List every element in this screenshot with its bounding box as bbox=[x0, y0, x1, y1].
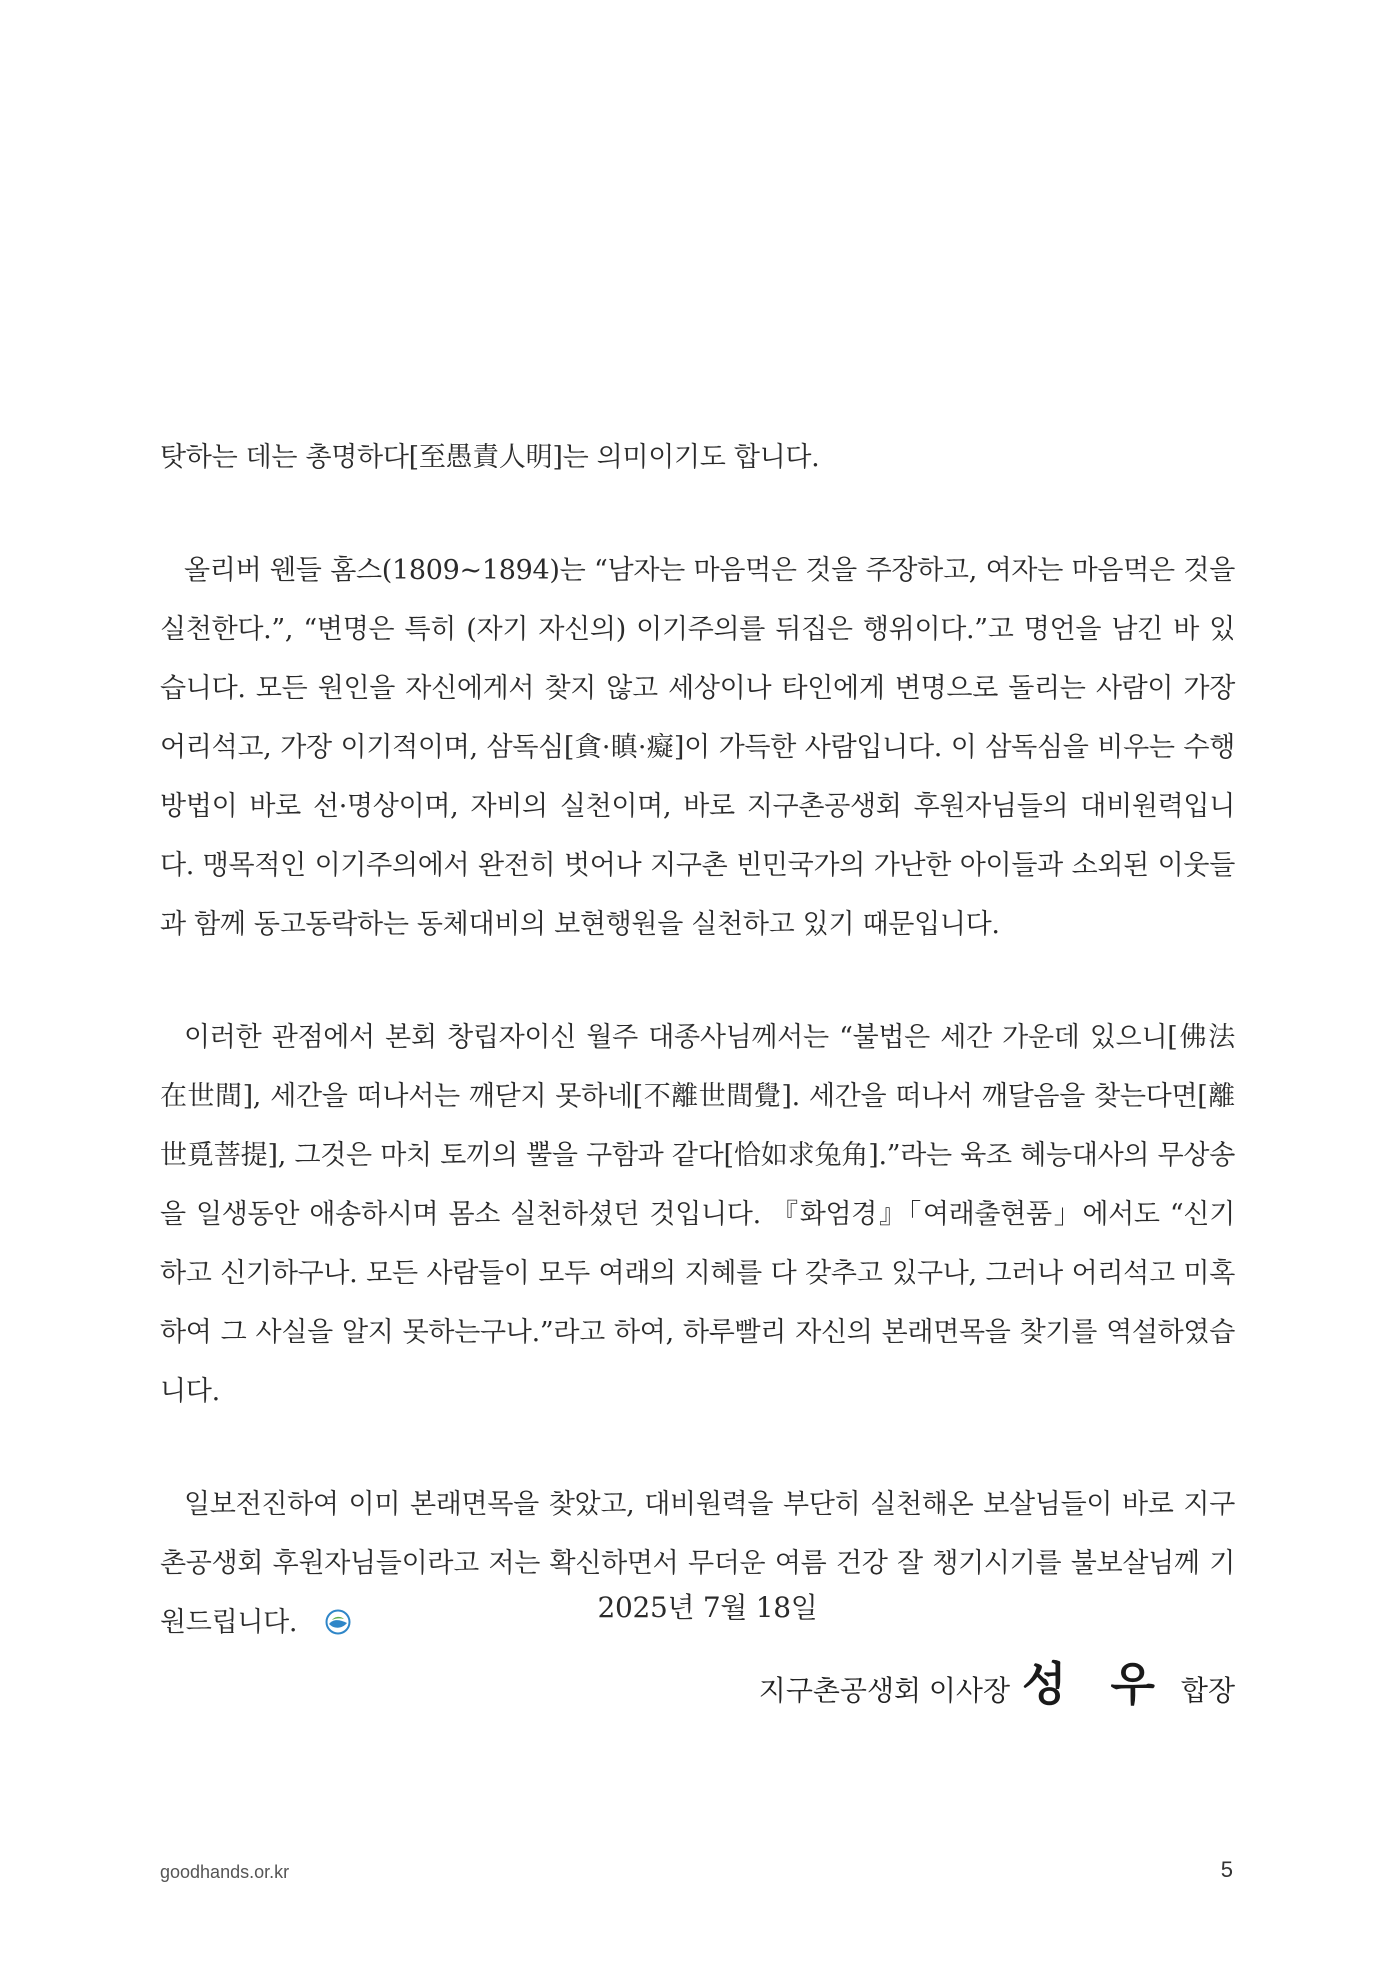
letter-body bbox=[160, 428, 1235, 1652]
paragraph-gap bbox=[160, 487, 1235, 541]
paragraph-gap bbox=[160, 1421, 1235, 1475]
page-number: 5 bbox=[1220, 1857, 1233, 1882]
signer-salutation: 합장 bbox=[1180, 1675, 1235, 1706]
paragraph-gap bbox=[160, 954, 1235, 1008]
paragraph-4-text: 일보전진하여 이미 본래면목을 찾았고, 대비원력을 부단히 실천해온 보살님들이 바로 지구촌공생회 후원자님들이라고 저는 확신하면서 무더운 여름 건강 잘 챙기시기를 불보살님께 기원드립니다. bbox=[160, 1489, 1235, 1638]
footer-url: goodhands.or.kr bbox=[160, 1862, 290, 1882]
signer-title: 지구촌공생회 이사장 bbox=[758, 1675, 1010, 1706]
signature-block bbox=[759, 1648, 1235, 1714]
paragraph-1: 탓하는 데는 총명하다[至愚責人明]는 의미이기도 합니다. bbox=[160, 442, 820, 473]
paragraph-3: 이러한 관점에서 본회 창립자이신 월주 대종사님께서는 “불법은 세간 가운데 있으니[佛法在世間], 세간을 떠나서는 깨닫지 못하네[不離世間覺]. 세간을 떠나서 깨달음을 찾는다면[離世覓菩提], 그것은 마치 토끼의 뿔을 구함과 같다[恰如求兔角].”라는 육조 혜능대사의 무상송을 일생동안 애송하시며 몸소 실천하셨던 것입니다. 『화엄경』「여래출현품」에서도 “신기하고 신기하구나. 모든 사람들이 모두 여래의 지혜를 다 갖추고 있구나, 그러나 어리석고 미혹하여 그 사실을 알지 못하는구나.”라고 하여, 하루빨리 자신의 본래면목을 찾기를 역설하였습니다. bbox=[160, 1022, 1235, 1407]
signer-name: 성 우 bbox=[1022, 1657, 1169, 1711]
paragraph-2: 올리버 웬들 홈스(1809~1894)는 “남자는 마음먹은 것을 주장하고, 여자는 마음먹은 것을 실천한다.”, “변명은 특히 (자기 자신의) 이기주의를 뒤집은 행위이다.”고 명언을 남긴 바 있습니다. 모든 원인을 자신에게서 찾지 않고 세상이나 타인에게 변명으로 돌리는 사람이 가장 어리석고, 가장 이기적이며, 삼독심[貪·瞋·癡]이 가득한 사람입니다. 이 삼독심을 비우는 수행방법이 바로 선·명상이며, 자비의 실천이며, 바로 지구촌공생회 후원자님들의 대비원력입니다. 맹목적인 이기주의에서 완전히 벗어나 지구촌 빈민국가의 가난한 아이들과 소외된 이웃들과 함께 동고동락하는 동체대비의 보현행원을 실천하고 있기 때문입니다. bbox=[160, 555, 1235, 940]
letter-date: 2025년 7월 18일 bbox=[597, 1591, 818, 1624]
